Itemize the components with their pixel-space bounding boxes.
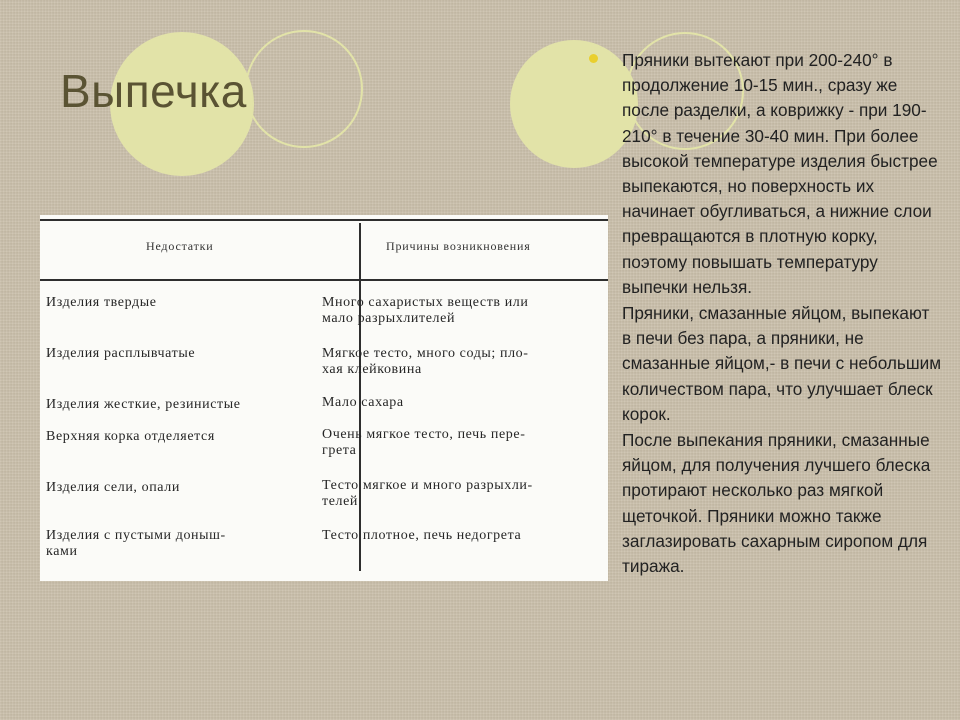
table-cell-defect: Изделия расплывчатые [46,346,196,361]
table-cell-cause: Много сахаристых веществ или мало разрыхлителей [322,295,529,326]
paragraph: Пряники, смазанные яйцом, выпекают в печи без пара, а пряники, не смазанные яйцом,- в печи с небольшим количеством пара, что улучшает блеск корок. [622,303,942,424]
decorative-circle-outline [245,30,363,148]
table-header-causes: Причины возникновения [386,239,531,253]
table-cell-defect: Изделия твердые [46,295,157,310]
table-header-rule [40,279,608,281]
table-cell-defect: Изделия жесткие, резинистые [46,397,241,412]
table-cell-cause: Очень мягкое тесто, печь пере- грета [322,427,526,458]
table-cell-defect: Верхняя корка отделяется [46,429,215,444]
table-top-rule [40,219,608,221]
table-cell-cause: Тесто плотное, печь недогрета [322,528,522,543]
body-text [622,48,942,580]
decorative-circle-filled [510,40,638,168]
table-cell-defect: Изделия с пустыми доныш- ками [46,528,226,559]
table-cell-cause: Мягкое тесто, много соды; пло- хая клейковина [322,346,529,377]
paragraph: Пряники вытекают при 200-240° в продолжение 10-15 мин., сразу же после разделки, а коврижку - при 190-210° в течение 30-40 мин. При более высокой температуре изделия быстрее выпекаются, но поверхность их начинает обугливаться, а нижние слои превращаются в плотную корку, поэтому повышать температуру выпечки нельзя. [622,50,938,297]
table-cell-defect: Изделия сели, опали [46,480,180,495]
scanned-table-image [40,215,608,581]
table-header-defects: Недостатки [146,239,214,253]
table-cell-cause: Мало сахара [322,395,404,410]
table-cell-cause: Тесто мягкое и много разрыхли- телей [322,478,533,509]
paragraph: После выпекания пряники, смазанные яйцом, для получения лучшего блеска протирают несколько раз мягкой щеточкой. Пряники можно также заглазировать сахарным сиропом для тиража. [622,430,931,577]
slide-title: Выпечка [60,65,247,117]
bullet-icon [589,54,598,63]
